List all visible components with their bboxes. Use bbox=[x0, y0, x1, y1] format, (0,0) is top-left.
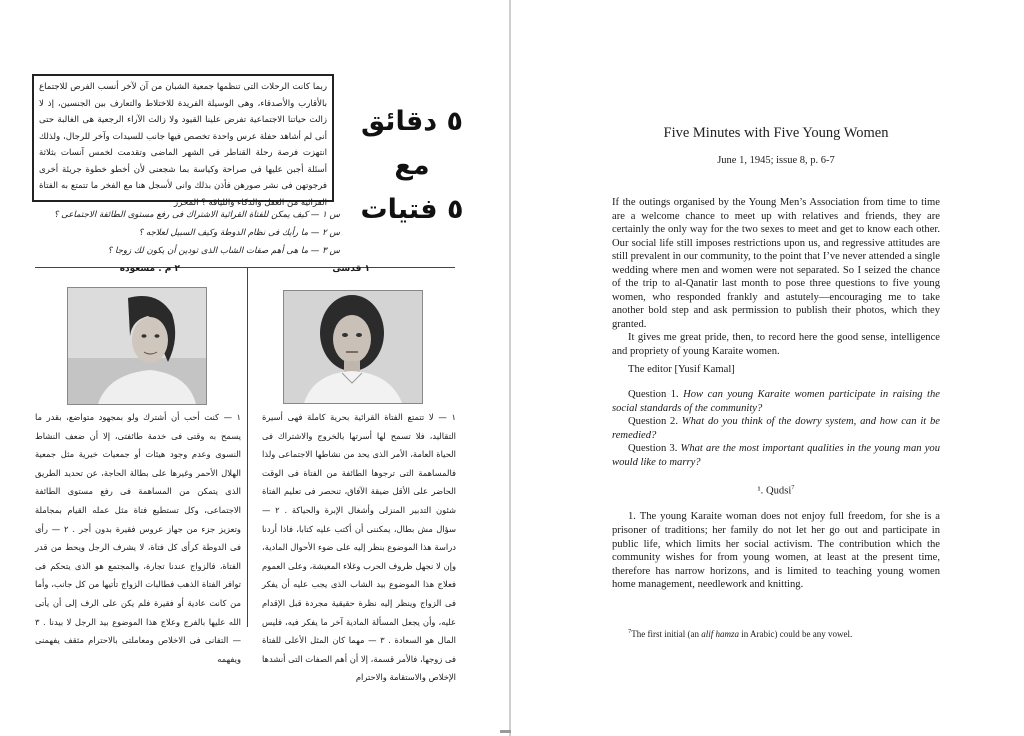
question-2 bbox=[612, 415, 940, 442]
arabic-title bbox=[352, 100, 472, 232]
arabic-answer-column-1 bbox=[262, 408, 456, 683]
footnote bbox=[612, 628, 940, 639]
arabic-answer-column-2 bbox=[35, 408, 241, 664]
arabic-intro-text: ربما كانت الرحلات التى تنظمها جمعية الشبان من آن لآخر أنسب الفرص للاجتماع بالأقارب والأصدقاء، وهى الوسيلة الفريدة للاختلاط والتعارف بين الجنسين، إذ لا زالت حياتنا الاجتماعية تفرض علينا القيود ولا زالت الآراء الرجعية هى الغالبة حتى أنى لم أشاهد حفلة عرس واحدة تخصص فيها جانب للسيدات وآخر للرجال، ولذلك انتهزت فرصة رحلة القناطر فى الشهر الماضى وتقدمت لخمس آنسات بثلاثة أسئلة أجبن عليها فى صراحة وكياسة بما شجعنى لأن أخطو خطوة جريئة أخرى فرجوتهن فى نشر صورهن فأذن بذلك وانى لأسجل هنا مع الفخر ما تتمتع به الفتاة القرائية من العقل والذكاء واللياقة ؟ المحرر bbox=[39, 82, 327, 208]
footnote-ref-7: 7 bbox=[791, 484, 795, 492]
question-1 bbox=[612, 388, 940, 415]
speaker-1-prefix: ¹. bbox=[757, 485, 766, 497]
right-page-translation bbox=[511, 0, 1024, 736]
arabic-questions bbox=[50, 206, 340, 260]
arabic-name-1: ١ قدسى bbox=[332, 264, 370, 274]
intro-paragraph-1: If the outings organised by the Young Men’s Association from time to time are a welcome chance to meet up with relatives and friends, they are certainly the only way for the two sexes to meet and get to know each other. Our social life still imposes restrictions upon us, and regressive attitudes are still prevalent in our community, to the point that I’ve never attended a single wedding where men and women were not separated. So I seized the chance of the trip to al-Qanatir last month to pose three questions to five young women, who responded frankly and astutely—encouraging me to take another bold step and ask permission to publish their photos, which they granted. bbox=[612, 197, 940, 330]
arabic-title-line-3: ٥ فتيات bbox=[360, 194, 464, 225]
footnote-marker: 7 bbox=[628, 628, 632, 635]
arabic-name-2: ٢ م . مسعوده bbox=[119, 264, 180, 274]
portrait-photo-1 bbox=[283, 290, 423, 404]
column-rule-vertical bbox=[247, 267, 248, 627]
article-title: Five Minutes with Five Young Women bbox=[663, 125, 889, 141]
column-rule-horizontal bbox=[35, 267, 455, 268]
footnote-text-before: The first initial (an bbox=[631, 629, 702, 639]
answer-1: 1. The young Karaite woman does not enjoy full freedom, for she is a prisoner of traditions; her family do not let her go out and participate in public life, which limits her social activism. The contribution which the community wishes for from young women, at least at the present time, therefore has narrow horizons, and is limited to teaching young women home management, needlework and knitting. bbox=[612, 511, 940, 591]
question-2-label: Question 2. bbox=[628, 416, 678, 428]
footnote-emphasis: alif hamza bbox=[701, 629, 739, 639]
arabic-title-line-2: مع bbox=[394, 150, 430, 181]
question-3 bbox=[612, 442, 940, 469]
intro-paragraph-2: It gives me great pride, then, to record here the good sense, intelligence and propriety of young Karaite women. bbox=[612, 332, 940, 358]
footnote-text-after: in Arabic) could be any vowel. bbox=[739, 629, 853, 639]
question-3-label: Question 3. bbox=[628, 443, 678, 455]
speaker-1-name: Qudsi bbox=[765, 485, 792, 497]
article-date: June 1, 1945; issue 8, p. 6-7 bbox=[717, 155, 835, 166]
question-2-text: What do you think of the dowry system, and how can it be remedied? bbox=[612, 416, 940, 441]
article-body bbox=[612, 196, 940, 592]
arabic-question-2: س ٢ — ما رأيك فى نظام الدوطة وكيف السبيل لعلاجه ؟ bbox=[138, 228, 340, 238]
arabic-question-3: س ٣ — ما هى أهم صفات الشاب الذى تودين أن يكون لك زوجا ؟ bbox=[107, 246, 340, 256]
portrait-2-illustration bbox=[68, 288, 206, 404]
arabic-title-line-1: ٥ دقائق bbox=[360, 106, 464, 137]
arabic-intro-box bbox=[32, 74, 334, 208]
speaker-1-heading bbox=[612, 481, 940, 498]
question-3-text: What are the most important qualities in the young man you would like to marry? bbox=[612, 443, 940, 468]
portrait-photo-2 bbox=[67, 287, 207, 405]
editor-credit: The editor [Yusif Kamal] bbox=[628, 363, 735, 375]
question-1-text: How can young Karaite women participate in raising the social standards of the community? bbox=[612, 389, 940, 414]
arabic-answer-1-text: ١ — لا تتمتع الفتاة القرائية بحرية كاملة فهى أسيرة التقاليد، فلا تسمح لها أسرتها بالخروج والاشتراك فى الحياة العامة، الأمر الذى يحد من نشاطها الاجتماعى ولذا فالمساهمة التى ترجوها الطائفة من الفتاة فى الوقت الحاضر على الأقل ضيقة الآفاق، تنحصر فى تعليم الفتاة شئون التدبير المنزلى وأشغال الإبرة والحياكة . ٢ — سؤال مش بطال، يمكننى أن أكتب عليه كتابا، فاذا أردنا دراسة هذا الموضوع بنظر إليه على ضوء الأحوال المادية، وإن لا نجهل ظروف الحرب وغلاء المعيشة، وعلى العموم فعلاج هذا الموضوع بيد الشاب الذى يجب عليه أن يفكر فى الزواج وينظر إليه نظرة حقيقية مجردة قبل الإقدام عليه، وأن يجعل المسألة المادية آخر ما يفكر فيه، فليس المال هو السعادة . ٣ — مهما كان المثل الأعلى للفتاة فى زوجها، فالأمر قسمة، إلا أن أهم الصفات التى أنشدها الإخلاص والاستقامة والاحترام bbox=[262, 412, 456, 683]
left-page-arabic-scan bbox=[0, 0, 508, 736]
arabic-question-1: س ١ — كيف يمكن للفتاة القرائية الاشتراك فى رفع مستوى الطائفة الاجتماعى ؟ bbox=[53, 210, 340, 220]
portrait-1-illustration bbox=[284, 291, 422, 403]
question-1-label: Question 1. bbox=[628, 389, 679, 401]
arabic-answer-2-text: ١ — كنت أحب أن أشترك ولو بمجهود متواضع، بقدر ما يسمح به وقتى فى خدمة طائفتى، إلا أن ضعف النشاط النسوى وعدم وجود هيئات أو جمعيات خيرية مثل جمعية الهلال الأحمر وغيرها على بطالة الحاجة، عن تحديد الطريق الذى يتمكن من المساهمة فى رفع مستوى الطائفة الاجتماعى، وكل تستطيع فتاة مثل عمله القيام بمجاملة وتعزيز جزء من جهاز عروس فقيرة بدون أجر . ٢ — رأى فى الدوطة كرأى كل فتاة، لا يشرف الرجل ويحط من قدر الفتاة، فالزواج عندنا تجارة، والمجتمع هو الذى يتحكم فى توافر الفتاة الذهب فطالبات الزواج تأتيها من كل جانب، وأما من كانت عادية أو فقيرة فلم يكن على الرف إلى أن يأتى الله عليها بالفرج وعلاج هذا الموضوع بيد الرجل لا بيدنا . ٣ — التفانى فى الاخلاص ومعاملتى بالاحترام مثقف يفهمنى ويفهمه bbox=[35, 412, 241, 664]
